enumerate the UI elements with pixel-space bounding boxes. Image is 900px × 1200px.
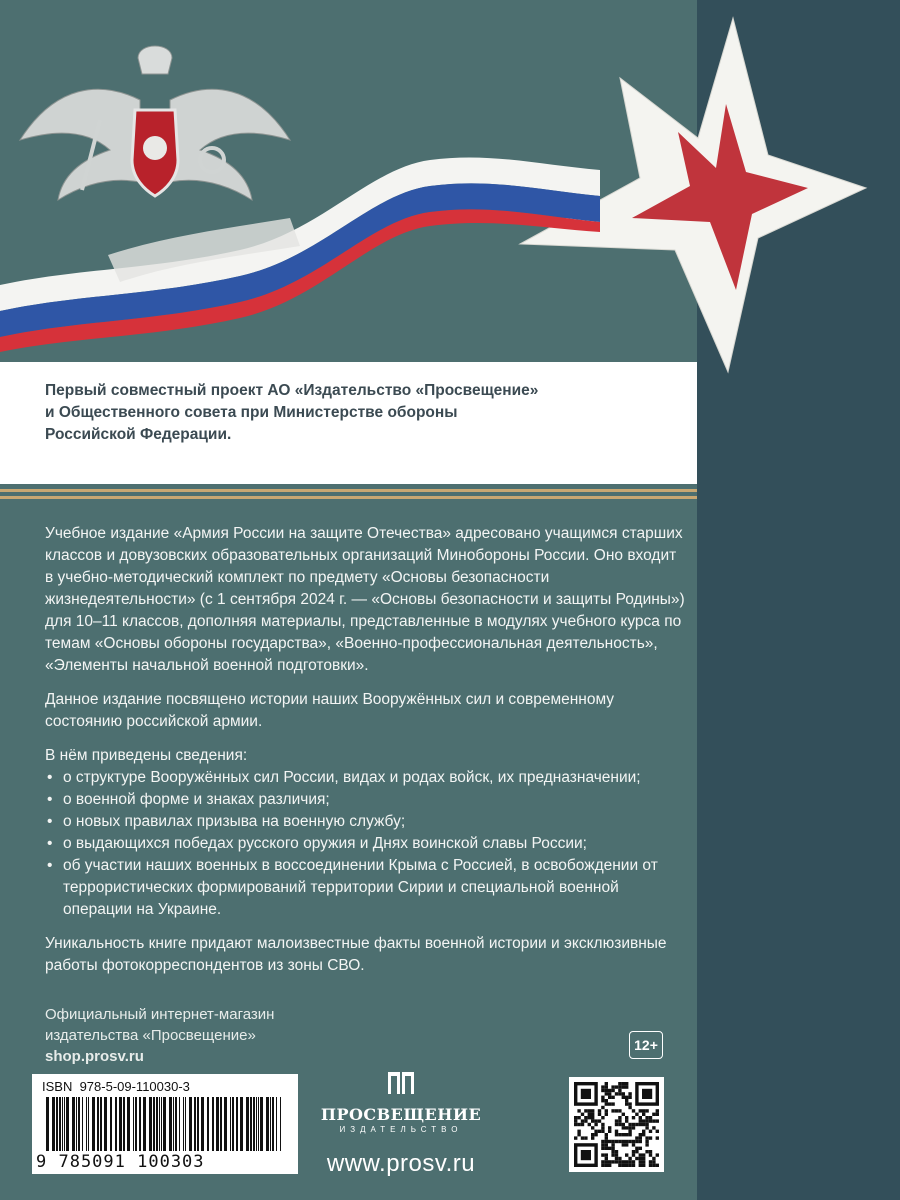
description-paragraph: Данное издание посвящено истории наших Вооружённых сил и современному состоянию российской армии. — [45, 691, 615, 730]
description-paragraph: Учебное издание «Армия России на защите Отечества» адресовано учащимся старших классов и довузовских образовательных организаций Минобороны России. Оно входит в учебно-методический комплект по предмету «Основы безопасности жизнедеятельности» (с 1 сентября 2024 г. — «Основы безопасности и защиты Родины») для 10–11 классов, дополняя материалы, представленные в модулях учебного курса по темам «Основы обороны государства», «Военно-профессиональная деятельность», «Элементы начальной военной подготовки». — [45, 525, 685, 674]
isbn-barcode — [32, 1074, 298, 1174]
publisher-logo — [318, 1068, 484, 1178]
list-item: • о новых правилах призыва на военную службу; — [45, 811, 685, 833]
shop-line-1: Официальный интернет-магазин — [45, 1006, 275, 1023]
list-item: • об участии наших военных в воссоединении Крыма с Россией, в освобождении от террористических формирований территории Сирии и специальной военной операции на Украине. — [45, 855, 685, 921]
barcode-icon — [42, 1097, 288, 1151]
ean-number: 9 785091 100303 — [36, 1152, 205, 1172]
list-intro: В нём приведены сведения: — [45, 747, 248, 764]
tricolor-ribbon — [0, 157, 600, 352]
list-item: • о структуре Вооружённых сил России, видах и родах войск, их предназначении; — [45, 767, 685, 789]
prosveshchenie-logo-icon — [386, 1068, 416, 1098]
info-list — [45, 767, 685, 921]
gold-divider-bottom — [0, 496, 697, 499]
shop-url: shop.prosv.ru — [45, 1048, 144, 1065]
publisher-subtitle: ИЗДАТЕЛЬСТВО — [339, 1125, 463, 1134]
shop-line-2: издательства «Просвещение» — [45, 1027, 256, 1044]
age-rating-badge: 12+ — [629, 1031, 663, 1059]
publisher-website: www.prosv.ru — [326, 1150, 476, 1177]
description — [45, 523, 685, 989]
description-paragraph: Уникальность книге придают малоизвестные факты военной истории и эксклюзивные работы фотокорреспондентов из зоны СВО. — [45, 935, 667, 974]
shop-info — [45, 1004, 274, 1067]
intro-line-2: и Общественного совета при Министерстве обороны — [45, 404, 458, 421]
intro-box — [0, 362, 697, 484]
intro-line-1: Первый совместный проект АО «Издательство «Просвещение» — [45, 382, 539, 399]
list-item: • о выдающихся победах русского оружия и Днях воинской славы России; — [45, 833, 685, 855]
list-item: • о военной форме и знаках различия; — [45, 789, 685, 811]
gold-divider-top — [0, 489, 697, 492]
publisher-name: ПРОСВЕЩЕНИЕ — [320, 1105, 482, 1124]
defense-ministry-eagle-emblem — [20, 46, 290, 200]
isbn-label: ISBN 978-5-09-110030-3 — [42, 1079, 190, 1094]
top-artwork — [0, 0, 900, 380]
qr-code-icon — [569, 1077, 664, 1172]
intro-text — [45, 380, 685, 446]
intro-line-3: Российской Федерации. — [45, 426, 232, 443]
